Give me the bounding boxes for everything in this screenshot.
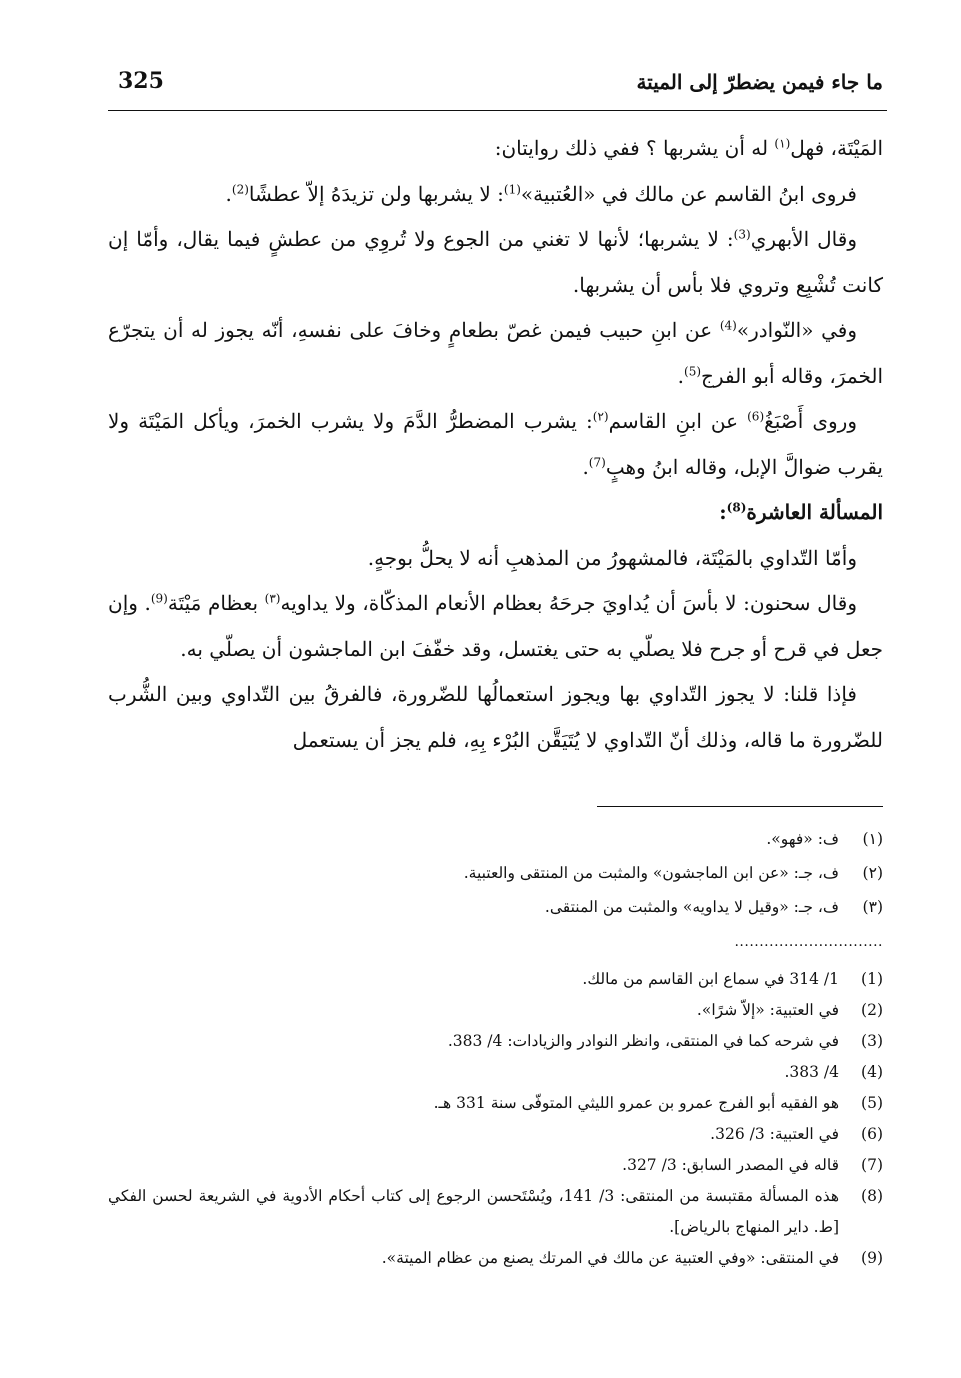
footnote-ref: (9) bbox=[150, 591, 168, 606]
footnote-text: ف: «فهو». bbox=[766, 830, 839, 848]
footnote-item bbox=[108, 1150, 883, 1181]
footnote-text: هو الفقيه أبو الفرج عمرو بن عمرو الليثي المتوفّى سنة 331 هـ. bbox=[433, 1094, 839, 1112]
footnote-item bbox=[108, 890, 883, 924]
footnote-number: (٣) bbox=[862, 898, 883, 916]
footnote-text: في العتبية: «إلاّ شرًا». bbox=[696, 1001, 839, 1019]
footnote-number: (١) bbox=[862, 830, 883, 848]
footnote-text: في شرحه كما في المنتقى، وانظر النوادر والزيادات: 4/ 383. bbox=[447, 1032, 839, 1050]
footnote-ref: (١) bbox=[774, 136, 791, 151]
paragraph-2: فروى ابنُ القاسم عن مالك في «العُتبية»$^{(1)}$: لا يشربها ولن تزيدَهُ إلاّ عطشًا$^{(2)}$. bbox=[225, 181, 857, 206]
footnote-number: (2) bbox=[861, 1001, 883, 1019]
manuscript-footnotes bbox=[108, 822, 883, 924]
footnote-item bbox=[108, 1026, 883, 1057]
footnote-ref: (٢) bbox=[592, 409, 609, 424]
footnote-text: قاله في المصدر السابق: 3/ 327. bbox=[622, 1156, 839, 1174]
footnote-ref: (8) bbox=[726, 500, 747, 515]
footnote-text: هذه المسألة مقتبسة من المنتقى: 3/ 141، ويُسْتَحسن الرجوع إلى كتاب أحكام الأدوية في الشريعة لحسن الفكي [ط. داير المنهاج بالرياض]. bbox=[108, 1187, 839, 1236]
section-heading: المسألة العاشرة$^{(8)}$: bbox=[719, 500, 883, 524]
footnote-number: (5) bbox=[861, 1094, 883, 1112]
footnote-ref: (3) bbox=[733, 227, 751, 242]
footnote-ref: (٣) bbox=[264, 591, 281, 606]
footnote-ref: (5) bbox=[684, 363, 702, 378]
footnote-ref: (7) bbox=[588, 454, 606, 469]
footnote-text: في العتبية: 3/ 326. bbox=[710, 1125, 839, 1143]
footnote-number: (7) bbox=[861, 1156, 883, 1174]
paragraph-7: وقال سحنون: لا بأسَ أن يُداويَ جرحَهُ بعظام الأنعام المذكّاة، ولا يداويه$^{(٣)}$ بعظام مَيْتَة$^{(9)}$. وإن جعل في قرح أو جرح فلا يصلّي به حتى يغتسل، وقد خفّفَ ابن الماجشون أن يصلّي به. bbox=[108, 591, 883, 661]
paragraph-4: وفي «النّوادر»$^{(4)}$ عن ابنِ حبيب فيمن غصّ بطعامٍ وخافَ على نفسهِ، أنّه يجوز له أن يتجرّع الخمرَ، وقاله أبو الفرج$^{(5)}$. bbox=[108, 318, 883, 388]
footnote-number: (٢) bbox=[862, 864, 883, 882]
footnote-number: (6) bbox=[861, 1125, 883, 1143]
footnote-text: 1/ 314 في سماع ابن القاسم من مالك. bbox=[582, 970, 839, 988]
footnote-text: 4/ 383. bbox=[784, 1063, 839, 1081]
dotted-separator: .............................. bbox=[734, 934, 883, 950]
footnote-ref: (6) bbox=[747, 409, 765, 424]
footnote-ref: (1) bbox=[503, 181, 521, 196]
footnote-item bbox=[108, 964, 883, 995]
paragraph-5: وروى أَصْبَغُ$^{(6)}$ عن ابنِ القاسم$^{(٢)}$: يشرب المضطرُّ الدَّمَ ولا يشرب الخمرَ، ويأكل المَيْتَة ولا يقرب ضوالَّ الإبل، وقاله ابنُ وهبٍ$^{(7)}$. bbox=[108, 409, 883, 479]
footnote-item bbox=[108, 1057, 883, 1088]
footnote-number: (1) bbox=[861, 970, 883, 988]
footnote-item bbox=[108, 1181, 883, 1243]
footnote-number: (3) bbox=[861, 1032, 883, 1050]
footnote-text: ف، جـ: «وقيل لا يداويه» والمثبت من المنتقى. bbox=[544, 898, 839, 916]
footnote-text: في المنتقى: «وفي العتبية عن مالك في المرتك يصنع من عظام الميتة». bbox=[381, 1249, 839, 1267]
footnote-item bbox=[108, 995, 883, 1026]
footnote-number: (9) bbox=[861, 1249, 883, 1267]
footnote-number: (4) bbox=[861, 1063, 883, 1081]
page-number: 325 bbox=[118, 68, 164, 94]
footnote-item bbox=[108, 1088, 883, 1119]
footnote-item bbox=[108, 1119, 883, 1150]
footnote-rule bbox=[597, 806, 883, 807]
paragraph-6: وأمّا التّداوي بالمَيْتَة، فالمشهورُ من المذهبِ أنه لا يحلُّ بوجهٍ. bbox=[367, 545, 857, 570]
paragraph-1: المَيْتَة، فهل$^{(١)}$ له أن يشربها ؟ ففي ذلك روايتان: bbox=[494, 136, 883, 160]
main-text bbox=[108, 126, 883, 763]
footnote-item bbox=[108, 1243, 883, 1274]
running-head: ما جاء فيمن يضطرّ إلى الميتة bbox=[636, 70, 883, 94]
footnote-ref: (4) bbox=[719, 318, 737, 333]
footnote-ref: (2) bbox=[231, 181, 249, 196]
editor-footnotes bbox=[108, 964, 883, 1274]
paragraph-3: وقال الأبهري$^{(3)}$: لا يشربها؛ لأنها لا تغني من الجوع ولا تُروِي من عطشٍ فيما يقال، وأمّا إن كانت تُشْبِع وتروي فلا بأس أن يشربها. bbox=[108, 227, 883, 297]
footnote-number: (8) bbox=[861, 1187, 883, 1205]
paragraph-8: فإذا قلنا: لا يجوز التّداوي بها ويجوز استعمالُها للضّرورة، فالفرقُ بين التّداوي وبين الشُّرب للضّرورة ما قاله، وذلك أنّ التّداوي لا يُتَيَقَّن البُرْء بِهِ، فلم يجز أن يستعمل bbox=[108, 682, 883, 752]
footnote-item bbox=[108, 856, 883, 890]
footnote-text: ف، جـ: «عن ابن الماجشون» والمثبت من المنتقى والعتبية. bbox=[463, 864, 839, 882]
footnote-item bbox=[108, 822, 883, 856]
header-rule bbox=[108, 110, 887, 111]
